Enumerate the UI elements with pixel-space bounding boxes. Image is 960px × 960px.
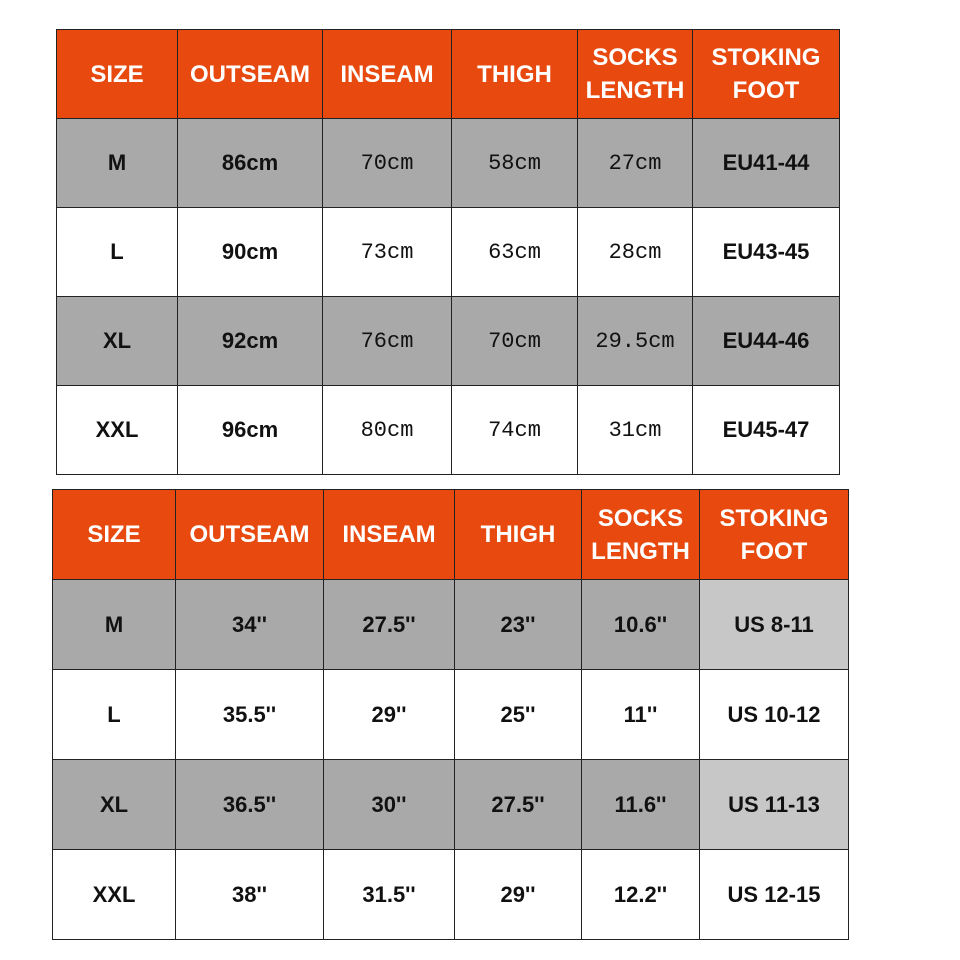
cell-inseam: 29'' [324,670,455,760]
header-stoking-foot: STOKING FOOT [693,30,840,119]
cell-thigh: 74cm [452,386,578,475]
cell-size: L [57,208,178,297]
cell-outseam: 86cm [178,119,323,208]
cell-socks-length: 11'' [582,670,700,760]
cell-outseam: 36.5'' [176,760,324,850]
cell-stoking-foot: US 10-12 [700,670,849,760]
header-size: SIZE [57,30,178,119]
header-socks-length: SOCKS LENGTH [578,30,693,119]
cell-size: XL [53,760,176,850]
header-thigh: THIGH [455,490,582,580]
header-outseam: OUTSEAM [176,490,324,580]
cell-stoking-foot: EU45-47 [693,386,840,475]
cell-stoking-foot: EU44-46 [693,297,840,386]
header-size: SIZE [53,490,176,580]
metric-size-table [56,29,840,475]
cell-size: M [53,580,176,670]
cell-size: M [57,119,178,208]
cell-thigh: 70cm [452,297,578,386]
cell-stoking-foot: US 12-15 [700,850,849,940]
cell-size: XL [57,297,178,386]
cell-socks-length: 12.2'' [582,850,700,940]
header-row [53,490,849,580]
cell-outseam: 38'' [176,850,324,940]
cell-thigh: 58cm [452,119,578,208]
header-inseam: INSEAM [323,30,452,119]
cell-socks-length: 10.6'' [582,580,700,670]
cell-socks-length: 31cm [578,386,693,475]
cell-size: XXL [53,850,176,940]
cell-size: L [53,670,176,760]
cell-inseam: 30'' [324,760,455,850]
table-row [53,760,849,850]
imperial-size-table [52,489,849,940]
table-row [53,580,849,670]
table-row [57,208,840,297]
cell-thigh: 63cm [452,208,578,297]
cell-size: XXL [57,386,178,475]
cell-inseam: 76cm [323,297,452,386]
table-row [53,670,849,760]
table-row [53,850,849,940]
cell-stoking-foot: US 11-13 [700,760,849,850]
table-row [57,386,840,475]
cell-inseam: 31.5'' [324,850,455,940]
cell-thigh: 27.5'' [455,760,582,850]
cell-stoking-foot: EU43-45 [693,208,840,297]
cell-thigh: 23'' [455,580,582,670]
cell-socks-length: 28cm [578,208,693,297]
cell-outseam: 92cm [178,297,323,386]
cell-inseam: 73cm [323,208,452,297]
cell-inseam: 80cm [323,386,452,475]
header-outseam: OUTSEAM [178,30,323,119]
cell-outseam: 96cm [178,386,323,475]
cell-thigh: 29'' [455,850,582,940]
cell-outseam: 34'' [176,580,324,670]
header-inseam: INSEAM [324,490,455,580]
cell-inseam: 27.5'' [324,580,455,670]
cell-socks-length: 29.5cm [578,297,693,386]
cell-socks-length: 27cm [578,119,693,208]
cell-outseam: 35.5'' [176,670,324,760]
cell-inseam: 70cm [323,119,452,208]
header-thigh: THIGH [452,30,578,119]
cell-socks-length: 11.6'' [582,760,700,850]
cell-thigh: 25'' [455,670,582,760]
table-row [57,119,840,208]
header-stoking-foot: STOKING FOOT [700,490,849,580]
header-socks-length: SOCKS LENGTH [582,490,700,580]
cell-stoking-foot: EU41-44 [693,119,840,208]
table-row [57,297,840,386]
header-row [57,30,840,119]
cell-outseam: 90cm [178,208,323,297]
cell-stoking-foot: US 8-11 [700,580,849,670]
